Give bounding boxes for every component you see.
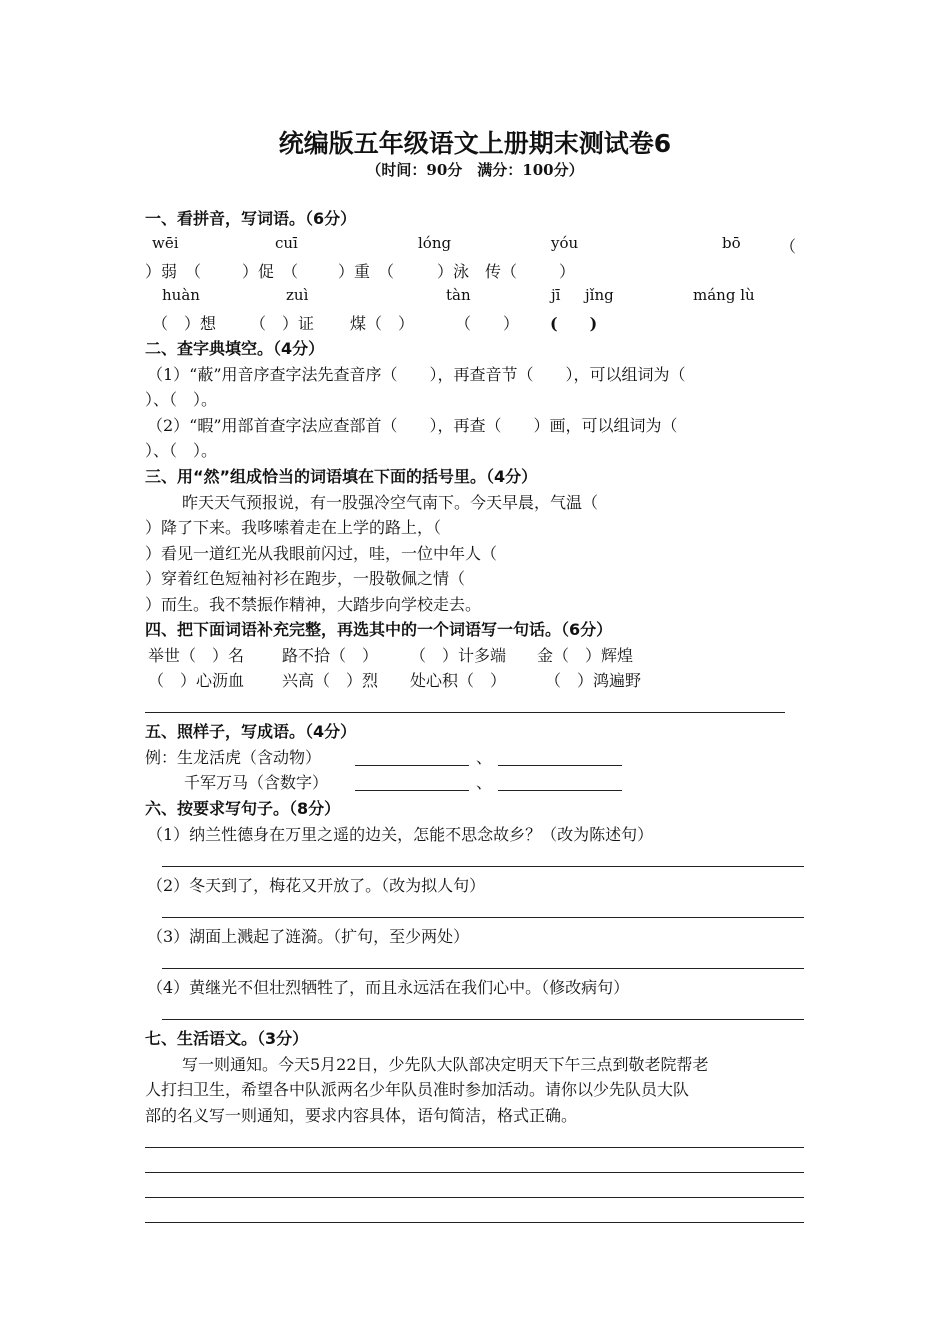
answer-line[interactable]	[162, 866, 804, 867]
passage-text: ）看见一道红光从我眼前闪过，哇，一位中年人（	[145, 544, 498, 563]
pinyin-item: jī	[551, 286, 561, 304]
bracket-text: （	[780, 237, 797, 256]
idiom-blank[interactable]	[355, 790, 469, 791]
separator: 、	[476, 773, 493, 792]
answer-line[interactable]	[162, 1019, 804, 1020]
answer-row-text: （ ）想	[152, 314, 217, 333]
idiom-blank[interactable]	[498, 765, 622, 766]
answer-row-text: ）	[559, 262, 576, 281]
pinyin-item: zuì	[286, 286, 309, 304]
section-6-heading: 六、按要求写句子。（8分）	[145, 799, 341, 818]
idiom-item: （ ）鸿遍野	[545, 671, 642, 690]
answer-line[interactable]	[162, 968, 804, 969]
section-4-heading: 四、把下面词语补充完整，再选其中的一个词语写一句话。（6分）	[145, 620, 613, 639]
separator: 、	[476, 748, 493, 767]
idiom-blank[interactable]	[355, 765, 469, 766]
answer-row-text: ）促 （	[242, 262, 299, 281]
answer-row-text: （ ）	[455, 314, 520, 333]
idiom-item: （ ）心沥血	[148, 671, 245, 690]
idiom-item: 路不拾（ ）	[282, 646, 379, 665]
passage-text: ）降了下来。我哆嗦着走在上学的路上，（	[145, 518, 442, 537]
pinyin-item: bō	[722, 234, 741, 252]
section-5-heading: 五、照样子，写成语。（4分）	[145, 722, 357, 741]
passage-text: 写一则通知。今天5月22日，少先队大队部决定明天下午三点到敬老院帮老	[182, 1055, 709, 1074]
answer-row-text: ）弱 （	[145, 262, 202, 281]
answer-row-text: 煤（ ）	[350, 314, 415, 333]
pinyin-item: wēi	[152, 234, 179, 252]
passage-text: 昨天天气预报说，有一股强冷空气南下。今天早晨，气温（	[182, 493, 599, 512]
pinyin-item: cuī	[275, 234, 298, 252]
answer-line[interactable]	[162, 917, 804, 918]
passage-text: ）穿着红色短袖衬衫在跑步，一股敬佩之情（	[145, 569, 466, 588]
passage-text: 人打扫卫生，希望各中队派两名少年队员准时参加活动。请你以少先队员大队	[145, 1080, 690, 1099]
passage-text: 部的名义写一则通知，要求内容具体，语句简洁，格式正确。	[145, 1106, 578, 1125]
idiom-item: 金（ ）辉煌	[537, 646, 634, 665]
section-2-heading: 二、查字典填空。（4分）	[145, 339, 325, 358]
question-text: ）、（ ）。	[145, 441, 218, 460]
answer-line[interactable]	[145, 712, 785, 713]
pinyin-item: tàn	[446, 286, 471, 304]
answer-line[interactable]	[145, 1172, 804, 1173]
page-subtitle: （时间：90分 满分：100分）	[366, 161, 584, 179]
pinyin-item: máng lù	[693, 286, 755, 304]
page-title: 统编版五年级语文上册期末测试卷6	[278, 129, 672, 158]
question-text: （4）黄继光不但壮烈牺牲了，而且永远活在我们心中。（修改病句）	[147, 978, 630, 997]
pinyin-item: jǐng	[585, 286, 614, 304]
pinyin-item: huàn	[162, 286, 200, 304]
idiom-blank[interactable]	[498, 790, 622, 791]
pinyin-item: lóng	[418, 234, 452, 252]
section-1-heading: 一、看拼音，写词语。（6分）	[145, 209, 357, 228]
section-3-heading: 三、用“然”组成恰当的词语填在下面的括号里。（4分）	[145, 467, 538, 486]
pinyin-item: yóu	[551, 234, 579, 252]
passage-text: ）而生。我不禁振作精神，大踏步向学校走去。	[145, 595, 482, 614]
question-text: （3）湖面上溅起了涟漪。（扩句，至少两处）	[147, 927, 470, 946]
idiom-item: （ ）计多端	[410, 646, 507, 665]
question-text: （2）冬天到了，梅花又开放了。（改为拟人句）	[147, 876, 486, 895]
idiom-item: 处心积（ ）	[410, 671, 507, 690]
answer-line[interactable]	[145, 1147, 804, 1148]
answer-line[interactable]	[145, 1222, 804, 1223]
answer-row-text: ( )	[550, 314, 598, 333]
section-7-heading: 七、生活语文。（3分）	[145, 1029, 309, 1048]
question-text: ）、（ ）。	[145, 390, 218, 409]
answer-line[interactable]	[145, 1197, 804, 1198]
question-text: （1）“蔽”用音序查字法先查音序（ ），再查音节（ ），可以组词为（	[147, 365, 686, 384]
answer-row-text: ）泳 传（	[437, 262, 518, 281]
answer-row-text: （ ）证	[250, 314, 315, 333]
idiom-item: 举世（ ）名	[148, 646, 245, 665]
question-text: （1）纳兰性德身在万里之遥的边关，怎能不思念故乡？（改为陈述句）	[147, 825, 654, 844]
example-label: 例：生龙活虎（含动物）	[145, 748, 322, 767]
idiom-item: 兴高（ ）烈	[282, 671, 379, 690]
question-text: （2）“暇”用部首查字法应查部首（ ），再查（ ）画，可以组词为（	[147, 416, 678, 435]
example-label: 千军万马（含数字）	[184, 773, 329, 792]
answer-row-text: ）重 （	[338, 262, 395, 281]
